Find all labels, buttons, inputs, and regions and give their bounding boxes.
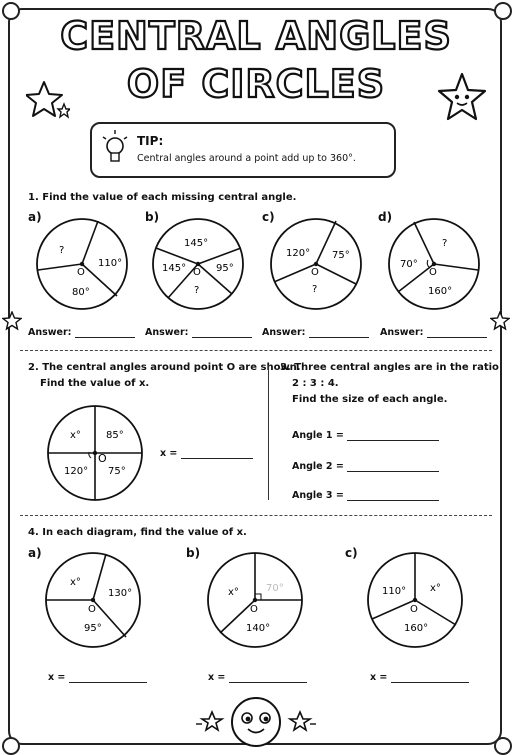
angle-label: 140° bbox=[246, 623, 271, 634]
angle-label: 110° bbox=[382, 586, 407, 597]
q1-label-d: d) bbox=[378, 210, 393, 224]
center-label: O bbox=[410, 604, 418, 615]
corner-ring bbox=[2, 737, 20, 755]
angle-label: 160° bbox=[404, 623, 429, 634]
angle-label: 120° bbox=[64, 466, 89, 477]
angle-label: 75° bbox=[332, 250, 350, 261]
q1-circle-b bbox=[150, 218, 250, 310]
q4-circle-b bbox=[206, 551, 306, 649]
answer-d: Answer: bbox=[380, 327, 487, 338]
q4-answer-field-a[interactable] bbox=[69, 682, 147, 683]
tip-text: Central angles around a point add up to 360°. bbox=[137, 153, 356, 164]
angle-label: ? bbox=[442, 238, 448, 249]
q2-circle bbox=[46, 404, 146, 502]
angle-label: 130° bbox=[108, 588, 133, 599]
q1-circle-a bbox=[34, 218, 134, 310]
q4-circle-a bbox=[44, 551, 144, 649]
smiling-star-icon bbox=[436, 72, 488, 124]
question-3-ratio: 2 : 3 : 4. bbox=[292, 378, 339, 389]
column-divider bbox=[268, 365, 269, 500]
question-4-prompt: 4. In each diagram, find the value of x. bbox=[28, 527, 247, 538]
divider bbox=[20, 515, 492, 516]
answer-field-a[interactable] bbox=[75, 337, 135, 338]
q3-row-1: Angle 1 = bbox=[292, 430, 439, 441]
q1-circle-c bbox=[268, 218, 368, 310]
page-title-line1: CENTRAL ANGLES bbox=[60, 14, 452, 58]
angle-label: 70° bbox=[266, 583, 284, 594]
angle-label: ? bbox=[59, 245, 65, 256]
angle-1-field[interactable] bbox=[347, 440, 439, 441]
angle-label: 70° bbox=[400, 259, 418, 270]
page-title-line2: OF CIRCLES bbox=[126, 62, 386, 106]
answer-field-b[interactable] bbox=[192, 337, 252, 338]
angle-label: ? bbox=[312, 284, 318, 295]
center-label: O bbox=[88, 604, 96, 615]
q1-label-c: c) bbox=[262, 210, 275, 224]
q4-circle-c bbox=[366, 551, 466, 649]
q4-label-c: c) bbox=[345, 546, 358, 560]
q2-answer: x = bbox=[160, 448, 253, 459]
angle-label: 145° bbox=[184, 238, 209, 249]
star-small-icon bbox=[490, 311, 510, 331]
center-label: O bbox=[311, 267, 319, 278]
angle-label: 145° bbox=[162, 263, 187, 274]
star-small-icon bbox=[2, 311, 22, 331]
center-label: O bbox=[429, 267, 437, 278]
q3-row-2: Angle 2 = bbox=[292, 461, 439, 472]
lightbulb-icon bbox=[100, 128, 130, 168]
divider bbox=[20, 350, 492, 351]
angle-label: 120° bbox=[286, 248, 311, 259]
q4-answer-field-b[interactable] bbox=[229, 682, 307, 683]
angle-label: 85° bbox=[106, 430, 124, 441]
q2-answer-field[interactable] bbox=[181, 458, 253, 459]
question-3-subprompt: Find the size of each angle. bbox=[292, 394, 448, 405]
angle-3-field[interactable] bbox=[347, 500, 439, 501]
answer-a: Answer: bbox=[28, 327, 135, 338]
angle-label: 80° bbox=[72, 287, 90, 298]
angle-label: 160° bbox=[428, 286, 453, 297]
q4-answer-a: x = bbox=[48, 672, 147, 683]
corner-ring bbox=[494, 737, 512, 755]
angle-label: 110° bbox=[98, 258, 123, 269]
question-2-prompt: 2. The central angles around point O are shown. bbox=[28, 362, 301, 373]
angle-2-field[interactable] bbox=[347, 471, 439, 472]
answer-b: Answer: bbox=[145, 327, 252, 338]
question-3-prompt: 3. Three central angles are in the ratio bbox=[280, 362, 499, 373]
q1-label-a: a) bbox=[28, 210, 42, 224]
angle-label: ? bbox=[194, 285, 200, 296]
question-2-subprompt: Find the value of x. bbox=[40, 378, 150, 389]
q4-label-b: b) bbox=[186, 546, 201, 560]
angle-label: 95° bbox=[216, 263, 234, 274]
answer-c: Answer: bbox=[262, 327, 369, 338]
center-label: O bbox=[250, 604, 258, 615]
q4-answer-c: x = bbox=[370, 672, 469, 683]
q4-answer-b: x = bbox=[208, 672, 307, 683]
smiley-face-icon bbox=[196, 694, 316, 750]
tip-box bbox=[90, 122, 396, 178]
tip-label: TIP: bbox=[137, 134, 164, 148]
q4-answer-field-c[interactable] bbox=[391, 682, 469, 683]
angle-label: x° bbox=[70, 577, 81, 588]
angle-label: 75° bbox=[108, 466, 126, 477]
q1-circle-d bbox=[386, 218, 486, 310]
center-label: O bbox=[193, 267, 201, 278]
star-left-icon bbox=[26, 80, 70, 122]
question-1-prompt: 1. Find the value of each missing central angle. bbox=[28, 192, 297, 203]
angle-label: x° bbox=[228, 587, 239, 598]
center-label: O bbox=[98, 452, 107, 465]
answer-field-d[interactable] bbox=[427, 337, 487, 338]
q4-label-a: a) bbox=[28, 546, 42, 560]
q1-label-b: b) bbox=[145, 210, 160, 224]
angle-label: x° bbox=[70, 430, 81, 441]
answer-field-c[interactable] bbox=[309, 337, 369, 338]
angle-label: 95° bbox=[84, 623, 102, 634]
angle-label: x° bbox=[430, 583, 441, 594]
center-label: O bbox=[77, 267, 85, 278]
q3-row-3: Angle 3 = bbox=[292, 490, 439, 501]
